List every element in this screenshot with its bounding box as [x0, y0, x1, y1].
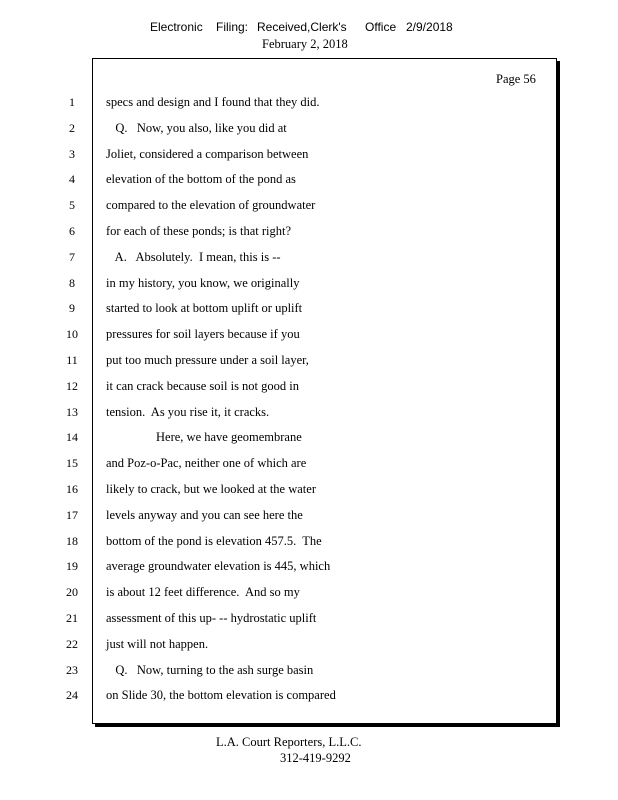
transcript-line: started to look at bottom uplift or uplift — [106, 301, 303, 316]
stamp-word: 2/9/2018 — [406, 20, 453, 34]
transcript-line: bottom of the pond is elevation 457.5. The — [106, 533, 322, 548]
transcript-line: assessment of this up- -- hydrostatic uplift — [106, 611, 317, 625]
line-number: 7 — [69, 249, 75, 264]
transcript-line: put too much pressure under a soil layer, — [106, 353, 309, 367]
line-number: 10 — [66, 327, 78, 342]
line-number: 14 — [66, 430, 78, 445]
transcript-line: specs and design and I found that they did. — [106, 95, 320, 109]
transcript-line: for each of these ponds; is that right? — [106, 224, 292, 238]
filing-date: February 2, 2018 — [262, 37, 348, 51]
line-number: 18 — [66, 533, 78, 548]
transcript-line: levels anyway and you can see here the — [106, 507, 303, 522]
transcript-line: pressures for soil layers because if you — [106, 327, 300, 342]
line-number: 1 — [69, 95, 75, 109]
line-number: 19 — [66, 559, 78, 574]
transcript-line: likely to crack, but we looked at the water — [106, 482, 316, 496]
line-number: 2 — [69, 120, 75, 135]
stamp-word: Received,Clerk's — [257, 20, 347, 34]
page-number: Page 56 — [496, 72, 536, 86]
line-number: 6 — [69, 224, 75, 238]
line-number: 16 — [66, 482, 78, 496]
transcript-line: Q. Now, you also, like you did at — [106, 120, 287, 135]
transcript-line: is about 12 feet difference. And so my — [106, 585, 300, 600]
transcript-line: elevation of the bottom of the pond as — [106, 172, 296, 187]
transcript-line: it can crack because soil is not good in — [106, 378, 299, 393]
transcript-line: on Slide 30, the bottom elevation is compared — [106, 688, 336, 703]
line-number: 5 — [69, 198, 75, 213]
stamp-word: Office — [365, 20, 397, 34]
line-number: 22 — [66, 636, 78, 651]
transcript-line: Q. Now, turning to the ash surge basin — [106, 662, 314, 677]
line-number: 8 — [69, 275, 75, 290]
transcript-line: A. Absolutely. I mean, this is -- — [106, 249, 281, 264]
transcript-line: Here, we have geomembrane — [106, 430, 302, 445]
line-number: 17 — [66, 507, 78, 522]
line-number: 12 — [66, 378, 78, 393]
line-number: 24 — [66, 688, 78, 703]
transcript-line: compared to the elevation of groundwater — [106, 198, 316, 213]
line-number: 20 — [66, 585, 78, 600]
stamp-word: Electronic — [150, 20, 203, 34]
transcript-line: in my history, you know, we originally — [106, 275, 300, 290]
line-number: 23 — [66, 662, 78, 677]
line-number: 11 — [66, 353, 78, 367]
transcript-line: average groundwater elevation is 445, which — [106, 559, 331, 574]
line-number: 13 — [66, 404, 78, 419]
line-number: 21 — [66, 611, 78, 625]
line-number: 4 — [69, 172, 75, 187]
transcript-line: and Poz-o-Pac, neither one of which are — [106, 456, 307, 471]
reporter-company: L.A. Court Reporters, L.L.C. — [216, 735, 362, 749]
transcript-line: just will not happen. — [106, 636, 209, 651]
transcript-line: tension. As you rise it, it cracks. — [106, 404, 270, 419]
line-number: 15 — [66, 456, 78, 471]
transcript-line: Joliet, considered a comparison between — [106, 146, 309, 161]
line-number: 3 — [69, 146, 75, 161]
stamp-word: Filing: — [216, 20, 249, 34]
line-number: 9 — [69, 301, 75, 316]
reporter-phone: 312-419-9292 — [280, 751, 351, 765]
